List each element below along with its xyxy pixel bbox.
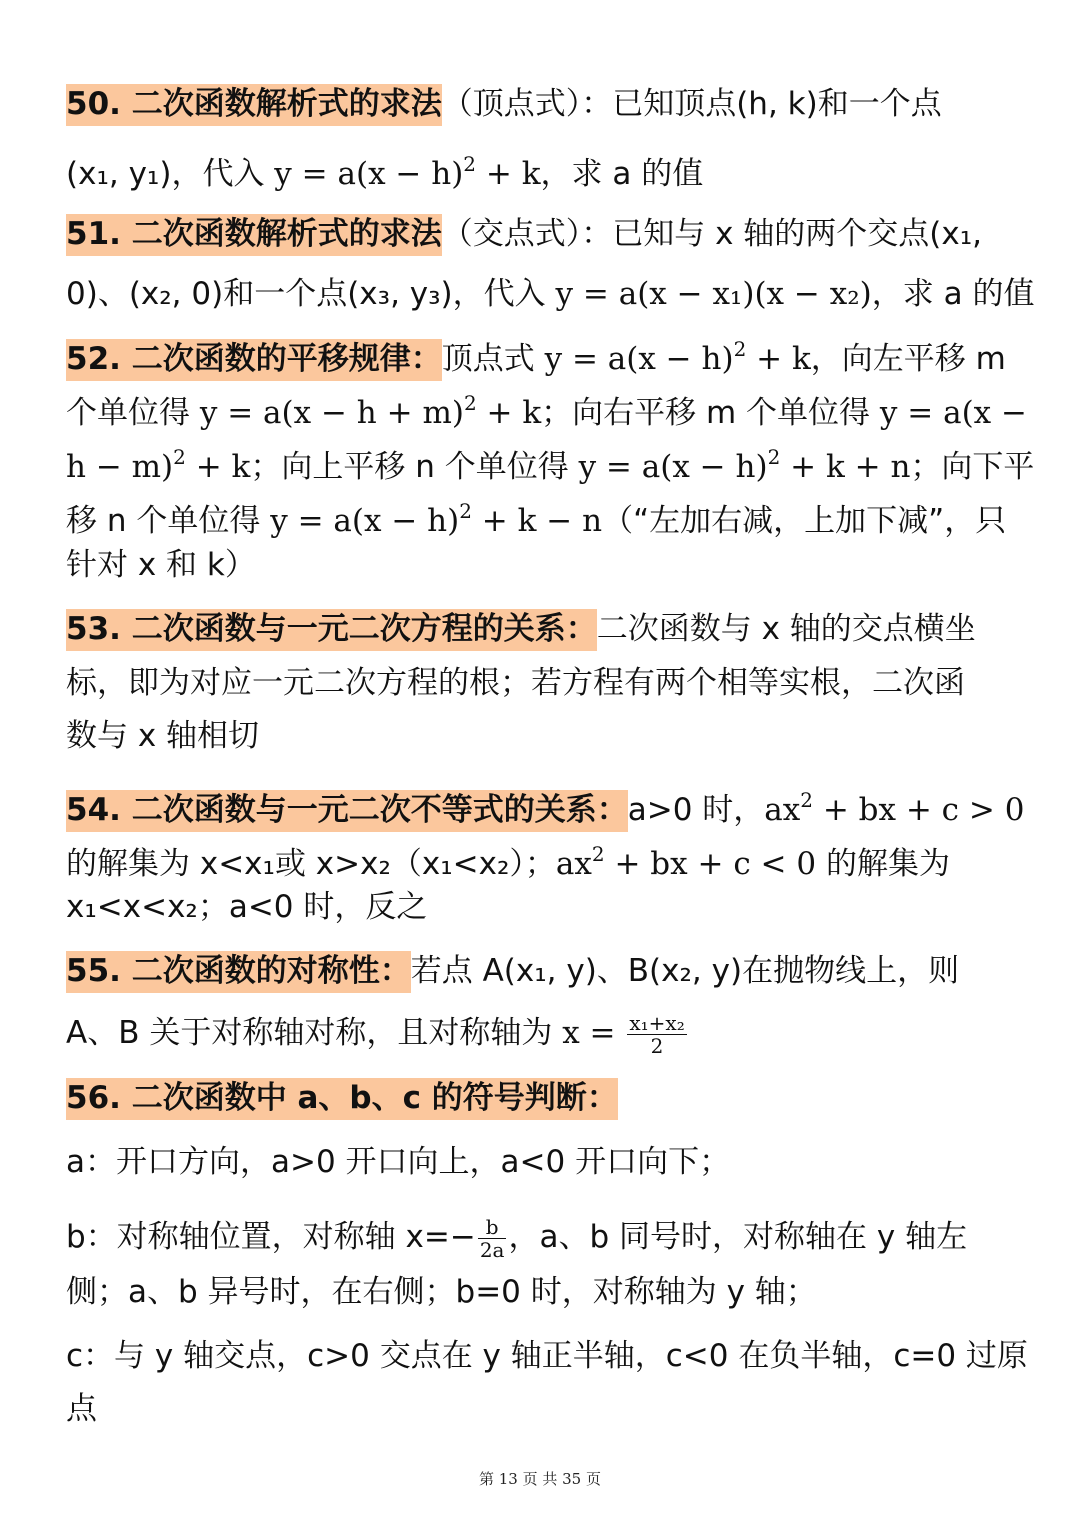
item-50-line-2: (x₁, y₁)，代入 $y = a(x - h)^2 + k$，求 a 的值 bbox=[66, 152, 704, 192]
item-56-b-line-2: 侧；a、b 异号时，在右侧；b=0 时，对称轴为 y 轴； bbox=[66, 1274, 817, 1310]
item-53-line-1: 53. 二次函数与一元二次方程的关系：二次函数与 x 轴的交点横坐 bbox=[66, 609, 976, 649]
axis-formula-fraction: $\frac{b}{2a}$ bbox=[479, 1215, 505, 1262]
item-54-line-3: x₁<x<x₂；a<0 时，反之 bbox=[66, 889, 428, 925]
item-52-line-3: h − m)$^2$ + k；向上平移 n 个单位得 $y = a(x - h)^2 + k + n$；向下平 bbox=[66, 445, 1035, 485]
item-56-c-line-1: c：与 y 轴交点，c>0 交点在 y 轴正半轴，c<0 在负半轴，c=0 过原 bbox=[66, 1338, 1028, 1374]
item-51-line-1: 51. 二次函数解析式的求法（交点式）：已知与 x 轴的两个交点(x₁, bbox=[66, 214, 982, 254]
item-51-heading: 51. 二次函数解析式的求法 bbox=[66, 214, 442, 256]
page-number-footer: 第 13 页 共 35 页 bbox=[478, 1470, 601, 1488]
item-53-line-2: 标，即为对应一元二次方程的根；若方程有两个相等实根，二次函 bbox=[66, 665, 965, 701]
item-53-heading: 53. 二次函数与一元二次方程的关系： bbox=[66, 609, 597, 651]
item-56-b-line-1: b：对称轴位置，对称轴 x=− $\frac{b}{2a}$ ，a、b 同号时，对称轴在 y 轴左 bbox=[66, 1215, 968, 1262]
item-52-heading: 52. 二次函数的平移规律： bbox=[66, 339, 442, 381]
item-53-line-3: 数与 x 轴相切 bbox=[66, 718, 260, 754]
item-50-heading: 50. 二次函数解析式的求法 bbox=[66, 84, 442, 126]
item-52-line-2: 个单位得 $y = a(x - h + m)^2 + k$；向右平移 m 个单位得 y = a(x − bbox=[66, 391, 1027, 431]
item-55-line-1: 55. 二次函数的对称性：若点 A(x₁, y)、B(x₂, y)在抛物线上，则 bbox=[66, 951, 959, 991]
item-56-heading: 56. 二次函数中 a、b、c 的符号判断： bbox=[66, 1078, 618, 1120]
symmetry-axis-fraction: $\frac{\text{x₁+x₂}}{2}$ bbox=[629, 1011, 685, 1058]
item-54-line-1: 54. 二次函数与一元二次不等式的关系：a>0 时，$ax^2$ + bx + c > 0 bbox=[66, 780, 1024, 820]
item-56-c-line-2: 点 bbox=[66, 1391, 97, 1427]
item-52-line-1: 52. 二次函数的平移规律：顶点式 $y = a(x - h)^2 + k$，向左平移 m bbox=[66, 329, 1006, 369]
item-56-line-1 bbox=[66, 1078, 618, 1118]
item-54-heading: 54. 二次函数与一元二次不等式的关系： bbox=[66, 790, 628, 832]
item-51-line-2: 0)、(x₂, 0)和一个点(x₃, y₃)，代入 y = a(x − x₁)(x − x₂)，求 a 的值 bbox=[66, 276, 1035, 312]
item-55-line-2: A、B 关于对称轴对称，且对称轴为 x = $\frac{\text{x₁+x₂}}{2}$ bbox=[66, 1011, 685, 1058]
item-50-line-1: 50. 二次函数解析式的求法（顶点式）：已知顶点(h, k)和一个点 bbox=[66, 84, 942, 124]
item-54-line-2: 的解集为 x<x₁或 x>x₂（x₁<x₂）；$ax^2$ + bx + c < 0 的解集为 bbox=[66, 842, 950, 882]
item-55-heading: 55. 二次函数的对称性： bbox=[66, 951, 411, 993]
item-56-a-line: a：开口方向，a>0 开口向上，a<0 开口向下； bbox=[66, 1144, 731, 1180]
item-52-line-5: 针对 x 和 k） bbox=[66, 547, 256, 583]
item-52-line-4: 移 n 个单位得 $y = a(x - h)^2 + k$ − n（“左加右减，上加下减”，只 bbox=[66, 499, 1007, 539]
